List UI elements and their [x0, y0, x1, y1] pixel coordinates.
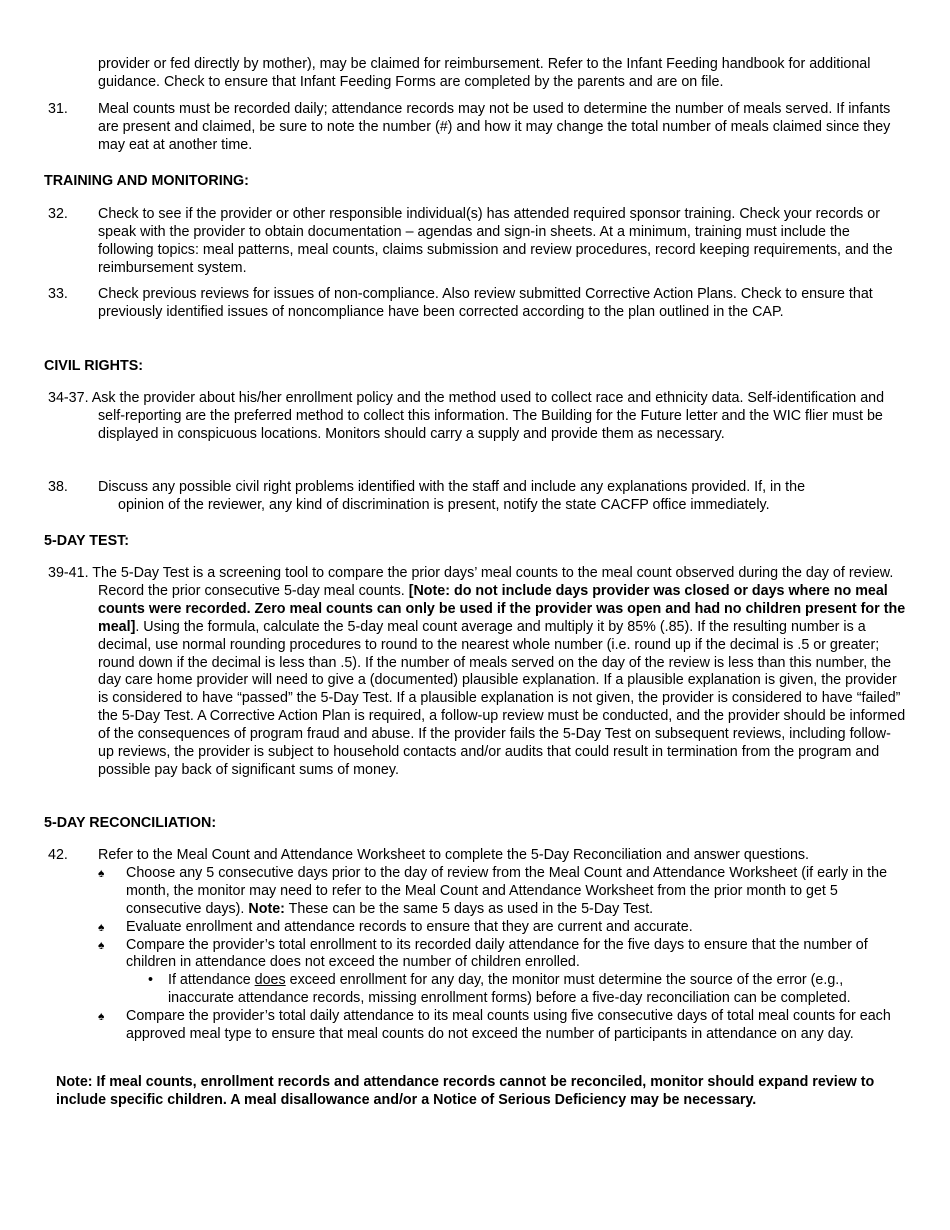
- item-42: [0, 847, 906, 1044]
- bullet-text: exceed enrollment for any day, the monitor must determine the source of the error (e.g., inaccurate attendance records, missing enrollment forms) before a five-day reconciliation can be completed.: [168, 972, 851, 1007]
- spade-bullet-icon: ♠: [98, 919, 105, 934]
- heading-training-monitoring: TRAINING AND MONITORING:: [44, 173, 249, 189]
- spade-bullet-icon: ♠: [98, 865, 105, 880]
- spade-bullet-icon: ♠: [98, 937, 105, 952]
- heading-5-day-reconciliation: 5-DAY RECONCILIATION:: [44, 815, 217, 831]
- item-32: [0, 206, 906, 278]
- heading-civil-rights: CIVIL RIGHTS:: [44, 358, 144, 374]
- item-38: [0, 479, 906, 515]
- bullet-text: Compare the provider’s total enrollment to its recorded daily attendance for the five days to ensure that the number of children in attendance does not exceed the number of children enrolled.: [126, 936, 868, 971]
- bullet-underlined: does: [254, 972, 286, 989]
- continuation-paragraph: provider or fed directly by mother), may be claimed for reimbursement. Refer to the Infant Feeding handbook for additional guidance. Check to ensure that Infant Feeding Forms are completed by the parents and are on file.: [98, 56, 871, 90]
- item-number: 31.: [48, 101, 68, 117]
- item-number: 33.: [48, 286, 68, 302]
- item-line-2: opinion of the reviewer, any kind of discrimination is present, notify the state CACFP office immediately.: [118, 496, 770, 513]
- closing-note: Note: If meal counts, enrollment records and attendance records cannot be reconciled, monitor should expand review to include specific children. A meal disallowance and/or a Notice of Serious Deficiency may be necessary.: [56, 1074, 875, 1108]
- item-body-a: The 5-Day Test is a screening tool to compare the prior days’ meal counts to the meal count observed during the day of review. Record the prior consecutive 5-day meal counts.: [92, 565, 894, 599]
- item-number: 32.: [48, 206, 68, 222]
- item-33: [0, 286, 906, 322]
- sub-bullet-list: [146, 972, 906, 1008]
- heading-5-day-test: 5-DAY TEST:: [44, 533, 130, 549]
- spade-bullet-icon: ♠: [98, 1009, 105, 1024]
- item-number: 42.: [48, 847, 68, 863]
- list-item: [98, 937, 906, 1009]
- bullet-text: Evaluate enrollment and attendance records to ensure that they are current and accurate.: [126, 918, 693, 935]
- item-text: Check previous reviews for issues of non-compliance. Also review submitted Corrective Action Plans. Check to ensure that previously identified issues of noncompliance have been corrected according to the plan outlined in the CAP.: [98, 286, 873, 320]
- item-text: Check to see if the provider or other responsible individual(s) has attended required sponsor training. Check your records or speak with the provider to obtain documentation – agendas and sign-in sheets. At a minimum, training must include the following topics: meal patterns, meal counts, claims submission and review procedures, record keeping requirements, and the reimbursement system.: [98, 206, 893, 276]
- list-item: [98, 919, 906, 937]
- item-body: Ask the provider about his/her enrollment policy and the method used to collect race and ethnicity data. Self-identification and self-reporting are the preferred method to collect this information. The Building for the Future letter and the WIC flier must be displayed in conspicuous locations. Monitors should carry a supply and provide them as necessary.: [91, 390, 885, 442]
- list-item: [98, 865, 906, 919]
- item-number: 34-37.: [48, 390, 89, 406]
- item-number: 38.: [48, 479, 68, 495]
- item-text: [48, 390, 906, 444]
- bullet-text: These can be the same 5 days as used in the 5-Day Test.: [284, 900, 654, 917]
- item-39-41: [0, 565, 906, 780]
- bullet-list: [98, 865, 906, 1044]
- item-body-b: . Using the formula, calculate the 5-day meal count average and multiply it by 85% (.85). If the resulting number is a decimal, use normal rounding procedures to round to the nearest whole number (i.e. round up if the decimal is .5 or greater; round down if the decimal is less than .5). If the number of meals served on the day of the review is less than this number, the day care home provider will need to give a (documented) plausible explanation. If a plausible explanation is given, the provider is considered to have “passed” the 5-Day Test. If a plausible explanation is not given, the provider is considered to have “failed” the 5-Day Test. A Corrective Action Plan is required, a follow-up review must be conducted, and the provider should be informed of the consequences of program fraud and abuse. If the provider fails the 5-Day Test on subsequent reviews, including follow-up reviews, the provider is subject to household contacts and/or audits that could result in termination from the program and possible pay back of significant sums of money.: [98, 618, 906, 778]
- item-text: Meal counts must be recorded daily; attendance records may not be used to determine the number of meals served. If infants are present and claimed, be sure to note the number (#) and how it may change the total number of meals claimed since they may eat at another time.: [98, 101, 891, 153]
- item-text: Refer to the Meal Count and Attendance Worksheet to complete the 5-Day Reconciliation and answer questions.: [98, 847, 810, 863]
- bullet-text: If attendance: [168, 972, 255, 989]
- list-item: [146, 972, 906, 1008]
- bullet-text: Compare the provider’s total daily attendance to its meal counts using five consecutive days of total meal counts for each approved meal type to ensure that meal counts do not exceed the number of participants in attendance on any day.: [126, 1008, 891, 1043]
- bullet-text: Choose any 5 consecutive days prior to the day of review from the Meal Count and Attendance Worksheet (if early in the month, the monitor may need to refer to the Meal Count and Attendance Worksheet from the prior month to get 5 consecutive days).: [126, 864, 888, 917]
- item-bold-note: [Note: do not include days provider was closed or days where no meal counts were recorded. Zero meal counts can only be used if the provider was open and had no children present for the meal]: [98, 582, 906, 635]
- item-text: [48, 565, 906, 780]
- dot-bullet-icon: •: [148, 972, 154, 989]
- item-number: 39-41.: [48, 565, 89, 581]
- item-text: [98, 479, 906, 515]
- item-31: [0, 101, 906, 155]
- item-line-1: Discuss any possible civil right problems identified with the staff and include any explanations provided. If, in the: [98, 479, 806, 495]
- item-34-37: [0, 390, 906, 444]
- bullet-bold: Note:: [248, 900, 285, 917]
- list-item: [98, 1008, 906, 1044]
